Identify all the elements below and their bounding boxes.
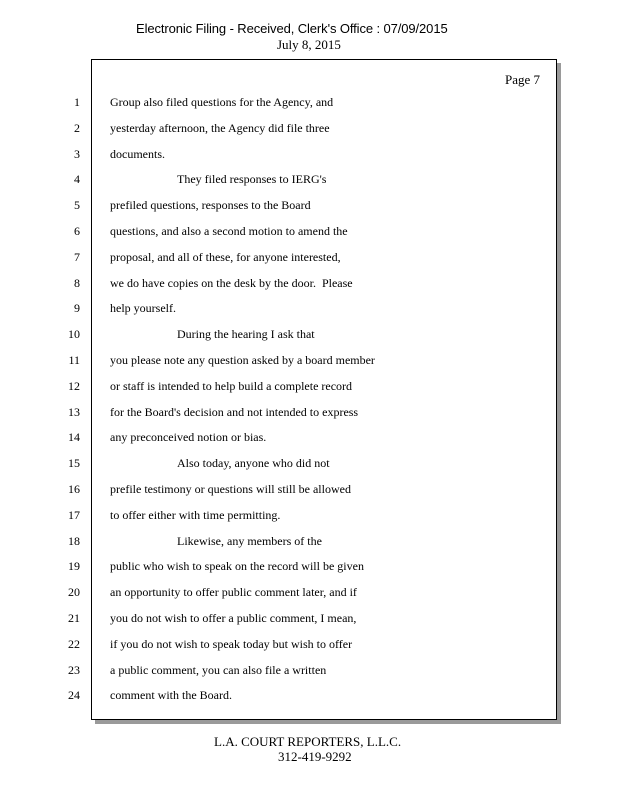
transcript-line: Also today, anyone who did not [177, 456, 330, 470]
line-number: 5 [74, 198, 80, 212]
transcript-line: prefiled questions, responses to the Board [110, 198, 311, 212]
transcript-line: They filed responses to IERG's [177, 172, 327, 186]
line-number: 19 [68, 559, 80, 573]
line-number: 8 [74, 276, 80, 290]
line-number: 14 [68, 430, 80, 444]
transcript-line: we do have copies on the desk by the door. Please [110, 276, 353, 290]
transcript-line: an opportunity to offer public comment later, and if [110, 585, 357, 599]
transcript-line: for the Board's decision and not intended to express [110, 405, 359, 419]
transcript-line: you do not wish to offer a public comment, I mean, [110, 611, 357, 625]
footer-phone: 312-419-9292 [278, 749, 352, 764]
transcript-line: proposal, and all of these, for anyone interested, [110, 250, 341, 264]
line-number: 24 [68, 688, 80, 702]
transcript-line: questions, and also a second motion to amend the [110, 224, 348, 238]
line-number: 6 [74, 224, 80, 238]
transcript-line: documents. [110, 147, 165, 161]
transcript-line: to offer either with time permitting. [110, 508, 281, 522]
line-number: 7 [74, 250, 80, 264]
line-number: 9 [74, 301, 80, 315]
line-number: 21 [68, 611, 80, 625]
transcript-line: During the hearing I ask that [177, 327, 315, 341]
transcript-line: Likewise, any members of the [177, 534, 322, 548]
transcript-line: you please note any question asked by a board member [110, 353, 375, 367]
filing-stamp: Electronic Filing - Received, Clerk's Office : 07/09/2015 [136, 21, 448, 36]
footer-company: L.A. COURT REPORTERS, L.L.C. [214, 734, 402, 749]
transcript-line: if you do not wish to speak today but wish to offer [110, 637, 353, 651]
transcript-line: or staff is intended to help build a complete record [110, 379, 353, 393]
line-number: 2 [74, 121, 80, 135]
transcript-line: public who wish to speak on the record will be given [110, 559, 364, 573]
line-number: 18 [68, 534, 80, 548]
line-number: 20 [68, 585, 80, 599]
line-number: 11 [68, 353, 80, 367]
line-number: 1 [74, 95, 80, 109]
line-number: 10 [68, 327, 80, 341]
line-number: 23 [68, 663, 80, 677]
line-number: 15 [68, 456, 80, 470]
page-number: Page 7 [504, 72, 540, 87]
line-number: 17 [68, 508, 80, 522]
transcript-line: help yourself. [110, 301, 176, 315]
transcript-line: any preconceived notion or bias. [110, 430, 267, 444]
transcript-line: prefile testimony or questions will still be allowed [110, 482, 351, 496]
line-number: 13 [68, 405, 80, 419]
transcript-line: Group also filed questions for the Agency, and [110, 95, 334, 109]
transcript-line: comment with the Board. [110, 688, 232, 702]
line-number: 4 [74, 172, 80, 186]
line-number: 3 [74, 147, 80, 161]
line-number: 12 [68, 379, 80, 393]
transcript-line: a public comment, you can also file a written [110, 663, 327, 677]
line-number: 22 [68, 637, 80, 651]
line-number: 16 [68, 482, 80, 496]
transcript-line: yesterday afternoon, the Agency did file three [110, 121, 330, 135]
transcript-date: July 8, 2015 [277, 37, 341, 52]
